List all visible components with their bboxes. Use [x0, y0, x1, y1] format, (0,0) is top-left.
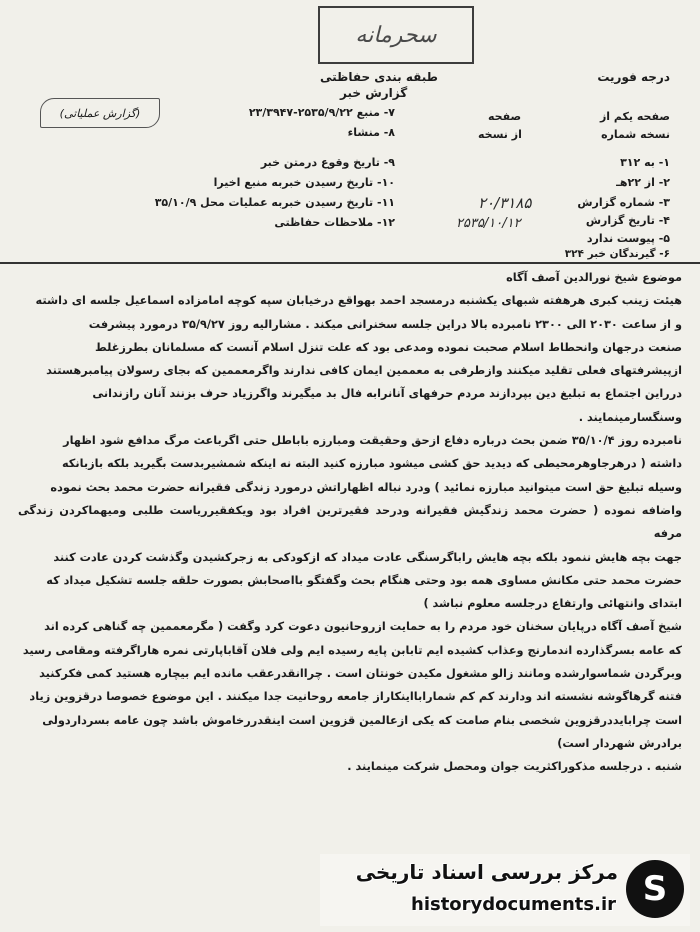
body-line: شیخ آصف آگاه درپایان سخنان خود مردم را به حمایت ازروحانیون دعوت کرد وگفت ( مگرمعممین چه گناهی کرده اند — [44, 620, 682, 634]
header-divider — [0, 262, 700, 264]
field-source-received-date: ۱۰- تاریخ رسیدن خبربه منبع اخیرا — [213, 176, 395, 189]
page-value-label: صفحه — [488, 110, 522, 123]
body-line: داشته ( درهرجاوهرمحیطی که دیدید حق کشی میشود مبارزه کنید البته نه اینکه شمشیربدست بگیرید بلکه بازبانکه — [61, 457, 682, 471]
report-type-title: گزارش خبر — [340, 86, 408, 100]
body-line: هیئت زینب کبری هرهفته شبهای یکشنبه درمسجد احمد بهواقع درخیابان سپه کوچه امامزاده اسماعیل جلسه ای داشته — [35, 294, 682, 308]
body-line: ابتدای وانتهائی وارتفاع درجلسه معلوم نباشد ) — [423, 597, 682, 611]
body-line: و از ساعت ۲۰۳۰ الی ۲۳۰۰ نامبرده بالا دراین جلسه سخنرانی میکند . مشارالیه روز ۳۵/۹/۲۷ درمورد پیشرفت — [88, 317, 682, 331]
body-line: درراین اجتماع به تبلیغ دین بپردازند مردم حرفهای آنانرابه فال بد میگیرند واگرزیاد حرف بزنند آنان رازندانی — [92, 387, 682, 401]
subject-line: موضوع شیخ نورالدین آصف آگاه — [506, 271, 682, 284]
field-to: ۱- به ۳۱۲ — [620, 156, 670, 169]
urgency-label: درجه فوریت — [597, 70, 670, 84]
field-recipients: ۶- گیرندگان خبر ۳۲۴ — [564, 248, 670, 260]
field-local-ops-received-date: ۱۱- تاریخ رسیدن خبربه عملیات محل ۳۵/۱۰/۹ — [154, 196, 395, 209]
body-line: است چرابایددرقزوین شخصی بنام صامت که یکی ازعالمین قزوین است اینقدررخاموش باشد چون عامه بسرداردولی — [42, 713, 682, 727]
archive-name: مرکز بررسی اسناد تاریخی — [355, 860, 618, 884]
field-security-notes: ۱۲- ملاحظات حفاظتی — [274, 216, 395, 229]
report-date-value: ۲۵۳۵/۱۰/۱۲ — [456, 216, 521, 231]
copy-of-label: از نسخه — [478, 128, 522, 141]
field-origin: ۸- منشاء — [347, 126, 395, 139]
body-line: حضرت محمد حتی مکانش مساوی همه بود وحتی هنگام بحث وگفتگو بااصحابش بصورت حلقه جلسه تشکیل میداد که — [46, 573, 682, 587]
body-line: نامبرده روز ۳۵/۱۰/۴ ضمن بحث درباره دفاع ازحق وحقیقت ومبارزه باباطل حتی اگرباعث مرگ مدافع شود اظهار — [63, 434, 682, 448]
field-occurrence-date: ۹- تاریخ وقوع درمتن خبر — [260, 156, 395, 169]
classification-label: طبقه بندی حفاظتی — [320, 70, 438, 84]
archive-url: historydocuments.ir — [411, 894, 616, 915]
report-body — [18, 266, 682, 779]
handwritten-note: (گزارش عملیاتی) — [40, 98, 160, 128]
body-line: ازپیشرفتهای فعلی تقلید میکنند وازطرفی به معممین ایمان کافی ندارند واگرمعممین که بجای رسولان پیامبرهستند — [46, 364, 682, 378]
body-line: شنبه . درجلسه مذکوراکثریت جوان ومحصل شرکت مینمایند . — [347, 760, 682, 774]
field-report-number: ۳- شماره گزارش — [577, 196, 670, 209]
field-report-date: ۴- تاریخ گزارش — [585, 214, 670, 227]
body-line: وبرگردن شماسوارشده ومانند زالو مشغول مکیدن خونتان است . چراانقدرعقب مانده ایم بیچاره هستید کمی فکرکنید — [39, 667, 682, 681]
field-from: ۲- از ۲۲هـ — [616, 176, 670, 189]
body-line: برادرش شهردار است) — [557, 736, 682, 750]
body-line: فتنه گرهاگوشه نشسته اند ودارند کم کم شمارابااینکاراز جامعه روحانیت جدا میکنند . این موضوع خصوصا درقزوین زیاد — [29, 690, 682, 704]
field-copy-number: نسخه شماره — [601, 128, 670, 141]
field-attachment: ۵- پیوست ندارد — [586, 232, 670, 245]
body-line: وسیله تبلیغ حق است میتوانید مبارزه نمائید ) ودرد نباله اظهاراتش درمورد زندگی فقیرانه حضرت محمد بحث نموده — [50, 480, 682, 494]
field-source: ۷- منبع ۲۵۳۵/۹/۲۲-۲۳/۳۹۴۷ — [248, 106, 395, 119]
body-line: وسنگسارمینمایند . — [578, 410, 682, 424]
field-page: صفحه یکم از — [599, 110, 670, 123]
archive-watermark — [320, 854, 690, 926]
body-line: صنعت درجهان وانحطاط اسلام صحبت نموده ومدعی بود که علت تنزل اسلام آنست که مسلمانان بطرزغلط — [94, 340, 682, 354]
classified-stamp: سحرمانه — [318, 6, 474, 64]
body-line: جهت بچه هایش ننمود بلکه بچه هایش راباگرسنگی عادت میداد که ازکودکی به زجرکشیدن وگذشت کردن عادت کنند — [53, 550, 682, 564]
report-number-value: ۲۰/۳۱۸۵ — [478, 194, 532, 212]
body-line: واضافه نموده ( حضرت محمد زندگیش فقیرانه ودرحد فقیرترین افراد بود ویکفقیرریاست طلبی ومیهماکردن زندگی مرفه — [18, 503, 682, 541]
archive-logo-icon: S — [626, 860, 684, 918]
body-line: که عامه بسرگذارده اندمارنج وعذاب کشیده ایم تابابن پایه رسیده ایم ولی فلان آقاباپارتی نمره هاراگرفته ومقامی رسید — [22, 643, 682, 657]
